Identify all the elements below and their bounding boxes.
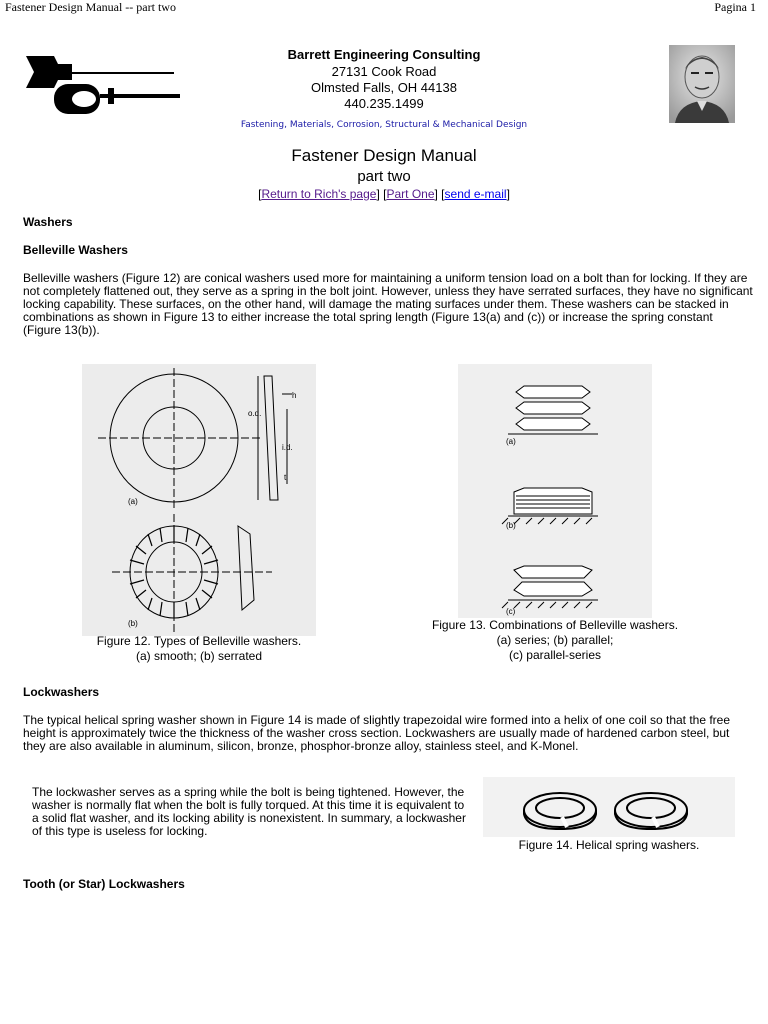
figure-12-image <box>82 364 316 636</box>
lockwashers-paragraph-2: The lockwasher serves as a spring while the bolt is being tightened. However, the washer is normally flat when the bolt is fully torqued. At this time it is equivalent to a solid flat washer, and its locking ability is nonexistent. In summary, a lockwasher of this type is useless for locking. <box>32 785 466 838</box>
fig12-label-od: o.d. <box>248 409 262 418</box>
figure-13-caption-line3: (c) parallel-series <box>508 648 602 662</box>
lockwashers-paragraph: The typical helical spring washer shown in Figure 14 is made of slightly trapezoidal wire formed into a helix of one coil so that the free height is approximately twice the thickness of the washer cross section. Lockwashers are usually made of hardened carbon steel, but they are also available in aluminum, silicon, bronze, phosphor-bronze alloy, stainless steel, and K-Monel. <box>23 713 731 753</box>
fig12-label-id: i.d. <box>282 443 293 452</box>
figure-13-caption-line1: Figure 13. Combinations of Belleville washers. <box>431 618 679 632</box>
page-header-title: Fastener Design Manual -- part two <box>5 0 176 14</box>
fig12-label-b: (b) <box>128 619 138 628</box>
heading-belleville: Belleville Washers <box>23 243 128 257</box>
fig13-label-c: (c) <box>506 607 516 616</box>
heading-washers: Washers <box>23 215 73 229</box>
figure-14-image <box>483 777 735 837</box>
document-title: Fastener Design Manual <box>291 146 477 165</box>
figure-12-caption-line2: (a) smooth; (b) serrated <box>135 649 263 663</box>
document-subtitle: part two <box>357 168 411 185</box>
figure-13-caption <box>420 618 690 663</box>
figure-12-caption <box>82 634 316 664</box>
portrait-photo <box>669 45 735 123</box>
page-number: Pagina 1 <box>714 0 756 14</box>
fig13-label-b: (b) <box>506 521 516 530</box>
belleville-paragraph: Belleville washers (Figure 12) are conical washers used more for maintaining a uniform tension load on a bolt than for locking. If they are not completely flattened out, they serve as a spring in the bolt joint. However, unless they have serrated surfaces, they have no significant locking capability. These surfaces, on the other hand, will damage the mating surfaces under them. These washers can be stacked in combinations as shown in Figure 13 to either increase the total spring length (Figure 13(a) and (c)) or increase the spring constant (Figure 13(b)). <box>23 271 753 337</box>
send-email-link[interactable]: send e-mail <box>444 187 507 201</box>
figure-13-caption-line2: (a) series; (b) parallel; <box>496 633 614 647</box>
firm-name: Barrett Engineering Consulting <box>287 47 481 62</box>
part-one-link[interactable]: Part One <box>386 187 435 201</box>
heading-lockwashers: Lockwashers <box>23 685 100 699</box>
fig12-label-t: t <box>284 473 287 482</box>
firm-street: 27131 Cook Road <box>331 64 437 79</box>
nav-links: [Return to Rich's page] [Part One] [send e-mail] <box>258 187 510 201</box>
firm-phone: 440.235.1499 <box>344 96 424 111</box>
fig12-label-a: (a) <box>128 497 138 506</box>
figure-12-caption-line1: Figure 12. Types of Belleville washers. <box>96 634 302 648</box>
figure-13-image <box>458 364 652 618</box>
return-link[interactable]: Return to Rich's page <box>261 187 377 201</box>
fig12-label-h: h <box>292 391 297 400</box>
figure-14-caption: Figure 14. Helical spring washers. <box>518 838 700 852</box>
fig13-label-a: (a) <box>506 437 516 446</box>
firm-tagline: Fastening, Materials, Corrosion, Structural & Mechanical Design <box>240 120 528 130</box>
heading-tooth-lockwashers: Tooth (or Star) Lockwashers <box>23 877 185 891</box>
firm-city: Olmsted Falls, OH 44138 <box>311 80 457 95</box>
